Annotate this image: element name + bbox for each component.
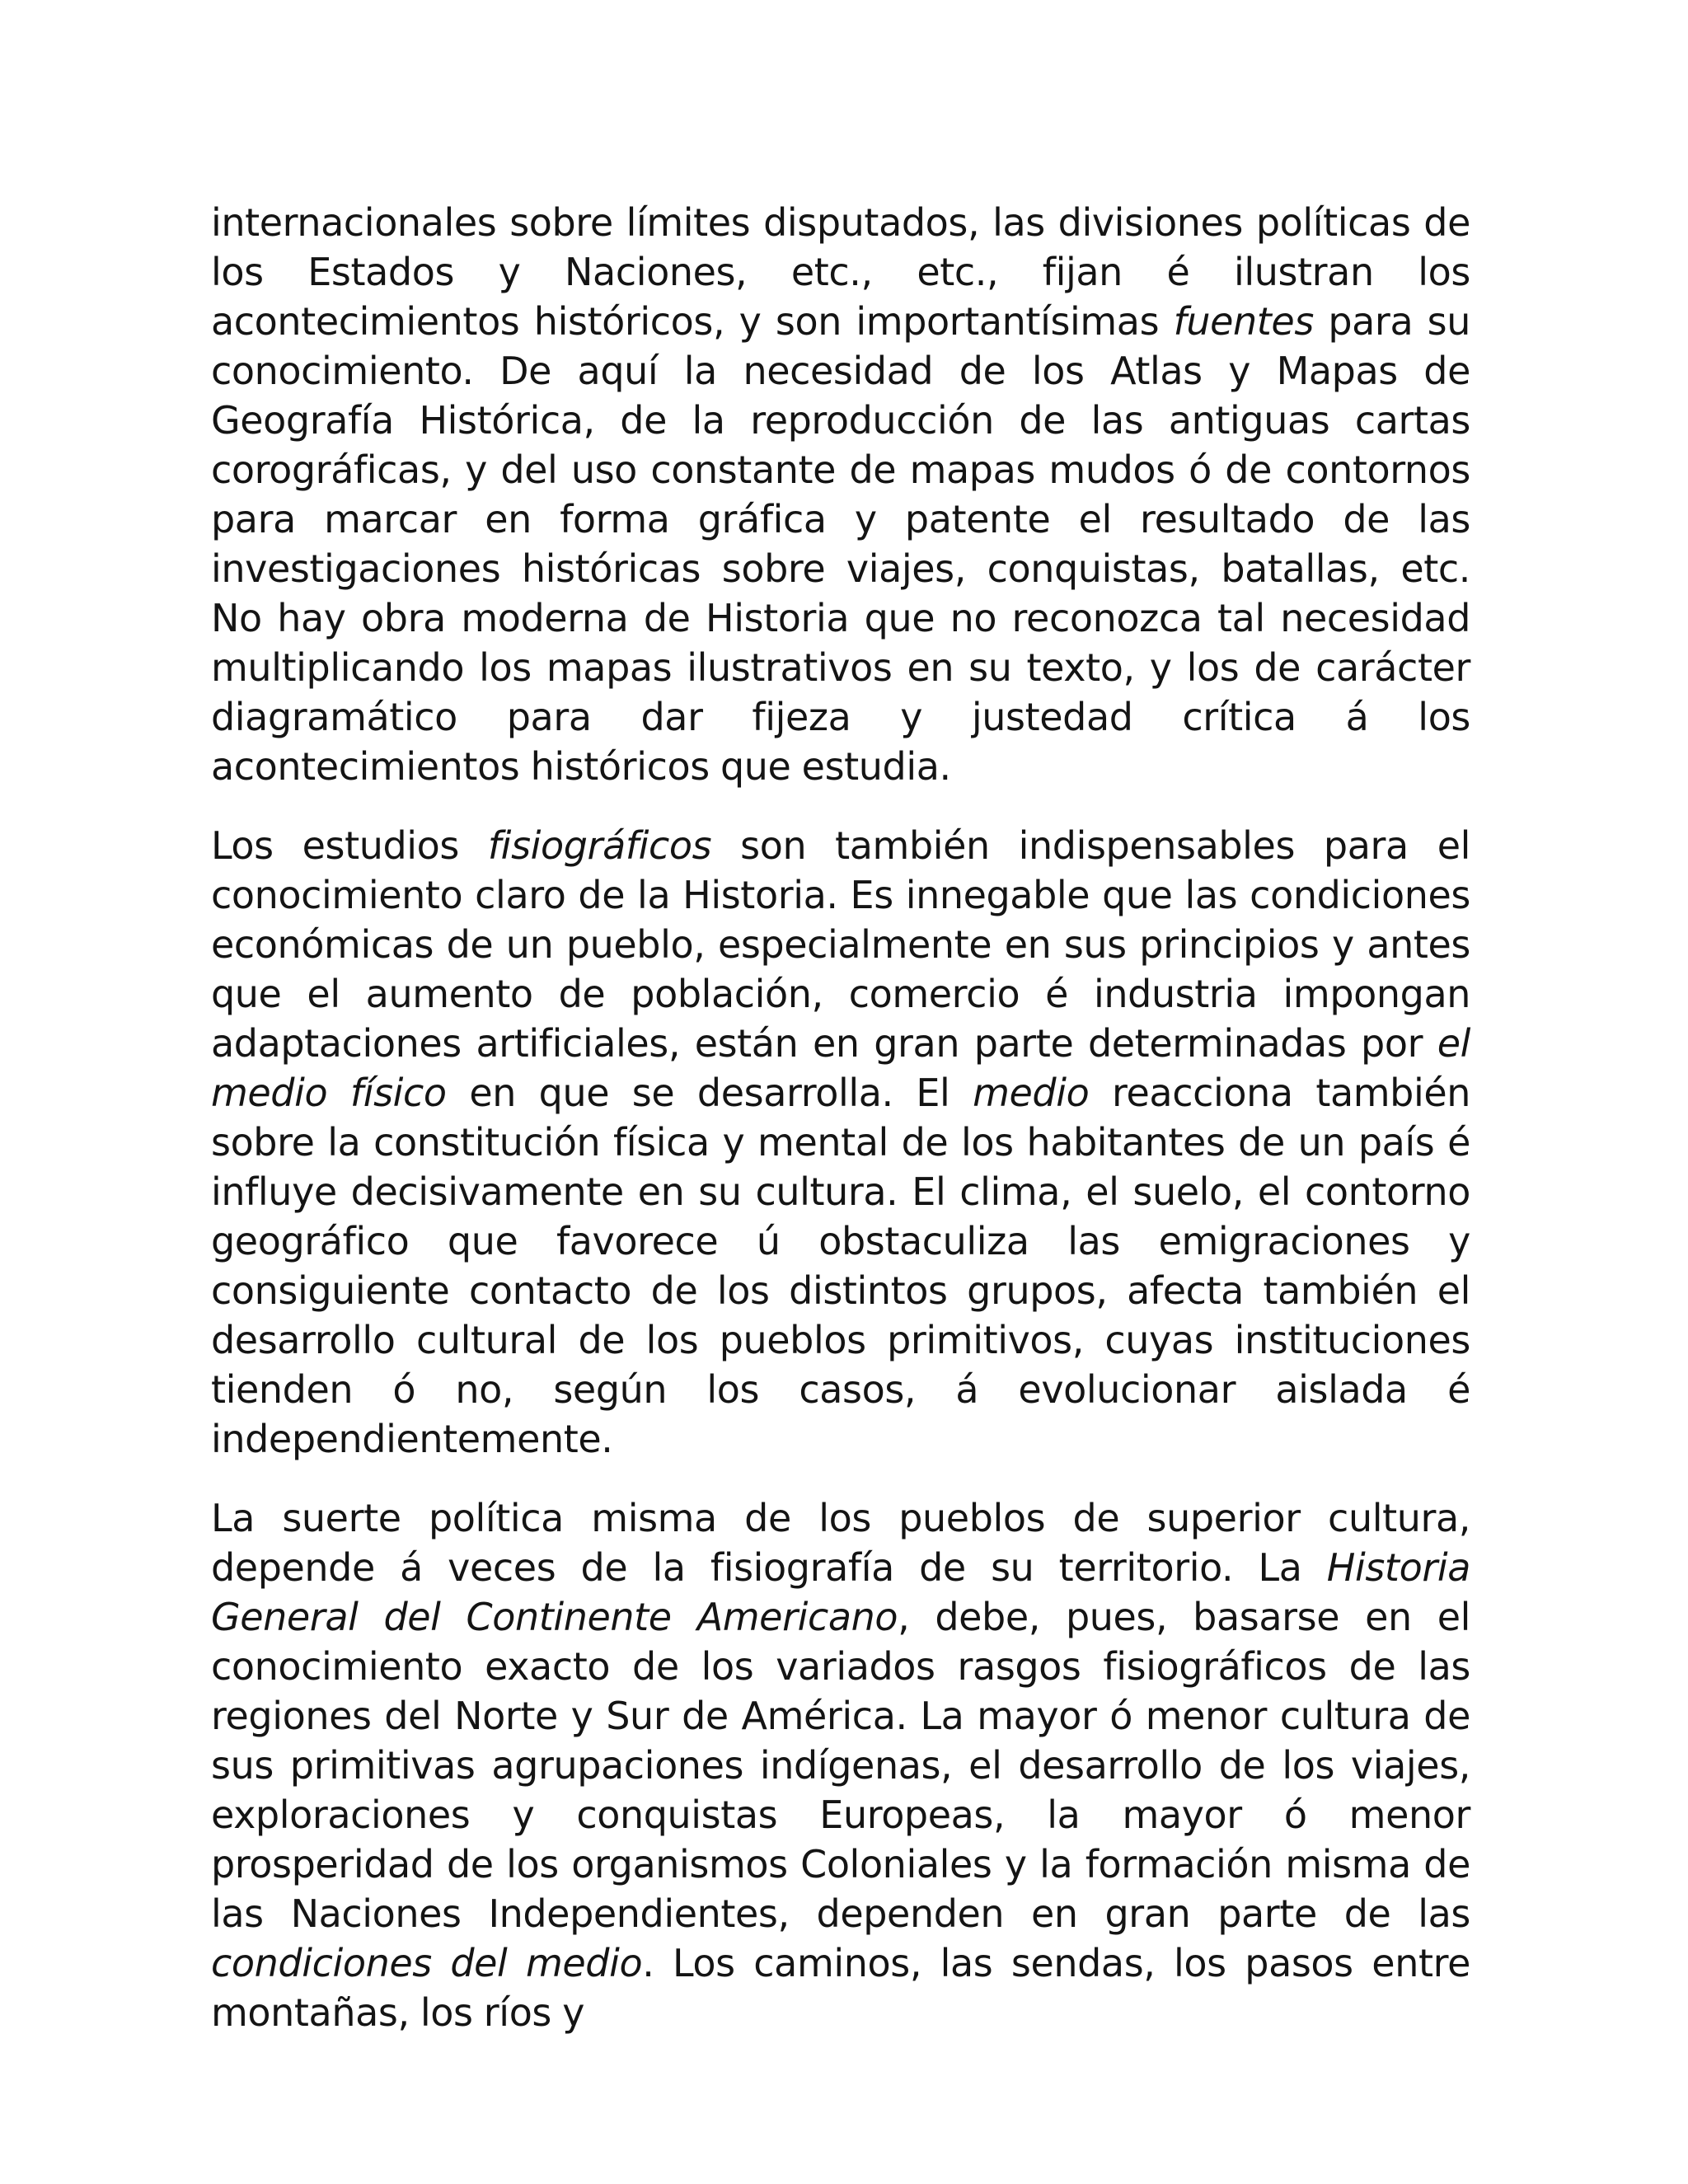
document-page [211,198,1470,2037]
paragraph-fisiograficos: Los estudios fisiográficos son también indispensables para el conocimiento claro de la Historia. Es innegable que las condiciones económicas de un pueblo, especialmente en sus principios y antes que el aumento de población, comercio é industria impongan adaptaciones artificiales, están en gran parte determinadas por el medio físico en que se desarrolla. El medio reacciona también sobre la constitución física y mental de los habitantes de un país é influye decisivamente en su cultura. El clima, el suelo, el contorno geográfico que favorece ú obstaculiza las emigraciones y consiguiente contacto de los distintos grupos, afecta también el desarrollo cultural de los pueblos primitivos, cuyas instituciones tienden ó no, según los casos, á evolucionar aislada é independientemente. [211,823,1470,1461]
paragraph-mapas: internacionales sobre límites disputados, las divisiones políticas de los Estados y Naciones, etc., etc., fijan é ilustran los acontecimientos históricos, y son importantísimas fuentes para su conocimiento. De aquí la necesidad de los Atlas y Mapas de Geografía Histórica, de la reproducción de las antiguas cartas corográficas, y del uso constante de mapas mudos ó de contornos para marcar en forma gráfica y patente el resultado de las investigaciones históricas sobre viajes, conquistas, batallas, etc. No hay obra moderna de Historia que no reconozca tal necesidad multiplicando los mapas ilustrativos en su texto, y los de carácter diagramático para dar fijeza y justedad crítica á los acontecimientos históricos que estudia. [211,200,1470,789]
paragraph-suerte-politica: La suerte política misma de los pueblos de superior cultura, depende á veces de la fisiografía de su territorio. La Historia General del Continente Americano, debe, pues, basarse en el conocimiento exacto de los variados rasgos fisiográficos de las regiones del Norte y Sur de América. La mayor ó menor cultura de sus primitivas agrupaciones indígenas, el desarrollo de los viajes, exploraciones y conquistas Europeas, la mayor ó menor prosperidad de los organismos Coloniales y la formación misma de las Naciones Independientes, dependen en gran parte de las condiciones del medio. Los caminos, las sendas, los pasos entre montañas, los ríos y [211,1496,1470,2035]
